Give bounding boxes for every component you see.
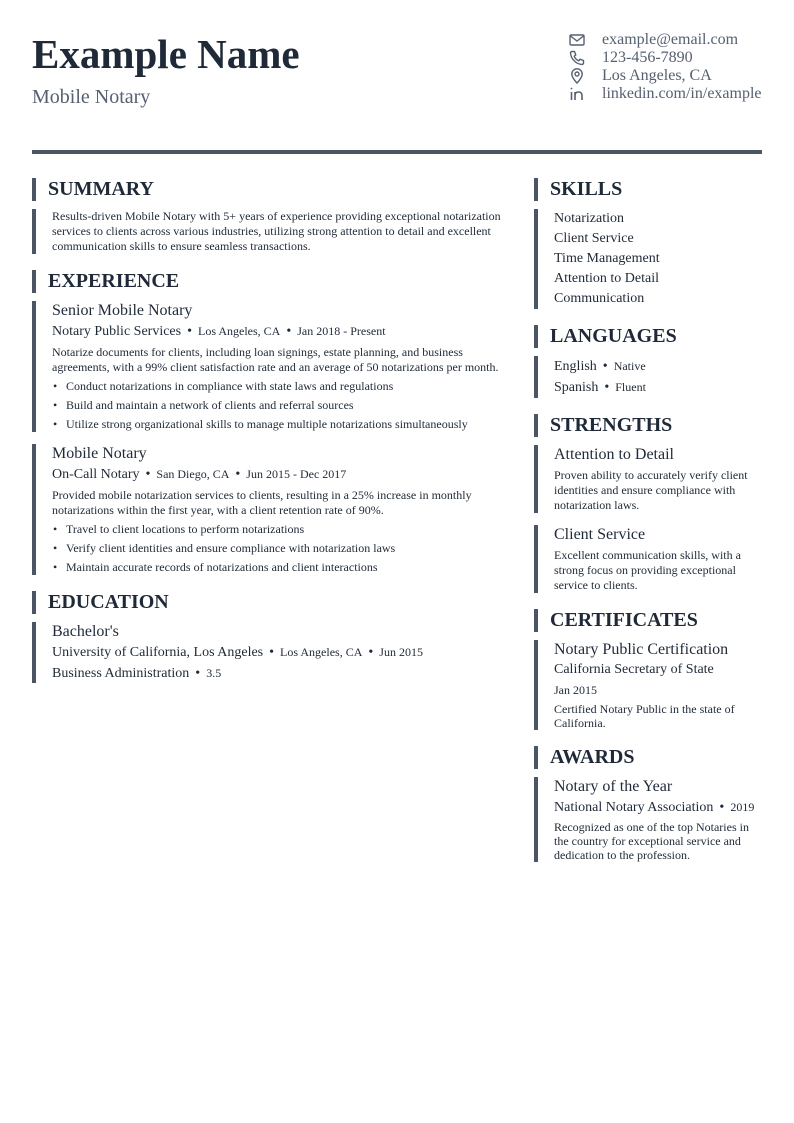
job-bullet: • Conduct notarizations in compliance with state laws and regulations bbox=[52, 379, 514, 394]
language-level: Native bbox=[613, 359, 646, 373]
award-title: Notary of the Year bbox=[554, 778, 673, 795]
separator-dot: • bbox=[602, 359, 608, 374]
contact-location-text: Los Angeles, CA bbox=[602, 67, 712, 84]
summary-text: Results-driven Mobile Notary with 5+ years of experience providing exceptional notarization services to clients across various industries, utilizing strong attention to detail and excellent communication skills to ensure seamless transactions. bbox=[52, 209, 501, 253]
contact-location bbox=[568, 67, 778, 85]
separator-dot: • bbox=[195, 666, 201, 681]
job-bullet: • Verify client identities and ensure compliance with notarization laws bbox=[52, 541, 514, 556]
job-meta bbox=[52, 465, 514, 484]
strength-title: Client Service bbox=[554, 526, 646, 543]
certificate-issuer: California Secretary of State bbox=[554, 662, 714, 677]
job-bullet: • Travel to client locations to perform notarizations bbox=[52, 522, 514, 537]
certificates-heading: CERTIFICATES bbox=[534, 609, 762, 632]
certificate-title: Notary Public Certification bbox=[554, 641, 729, 658]
strength-title: Attention to Detail bbox=[554, 446, 674, 463]
education-field-line bbox=[52, 664, 514, 683]
language-level: Fluent bbox=[615, 380, 646, 394]
job-dates: Jan 2018 - Present bbox=[297, 324, 386, 338]
left-column bbox=[32, 178, 514, 683]
award-meta bbox=[554, 797, 762, 818]
right-column bbox=[534, 178, 762, 862]
strength-description: Proven ability to accurately verify client identities and ensure compliance with notarization laws. bbox=[554, 468, 748, 512]
job-dates: Jun 2015 - Dec 2017 bbox=[246, 467, 347, 481]
language-name: English bbox=[554, 359, 597, 374]
location-pin-icon bbox=[568, 67, 602, 85]
skills-heading: SKILLS bbox=[534, 178, 762, 201]
contact-phone[interactable] bbox=[568, 49, 778, 67]
job-bullet: • Maintain accurate records of notarizations and client interactions bbox=[52, 560, 514, 575]
award-entry bbox=[534, 777, 762, 862]
education-section bbox=[32, 622, 514, 683]
education-date: Jun 2015 bbox=[379, 645, 423, 659]
phone-icon bbox=[568, 49, 602, 67]
awards-heading: AWARDS bbox=[534, 746, 762, 769]
job-role: Senior Mobile Notary bbox=[52, 302, 193, 319]
job-company: Notary Public Services bbox=[52, 324, 182, 339]
strength-entry bbox=[534, 445, 762, 513]
experience-heading: EXPERIENCE bbox=[32, 270, 514, 293]
skill-item: Communication bbox=[554, 291, 645, 306]
job-bullet: • Utilize strong organizational skills to manage multiple notarizations simultaneously bbox=[52, 417, 514, 432]
mail-icon bbox=[568, 31, 602, 49]
experience-entry bbox=[32, 301, 514, 432]
separator-dot: • bbox=[187, 324, 192, 339]
job-location: Los Angeles, CA bbox=[198, 324, 281, 338]
strengths-heading: STRENGTHS bbox=[534, 414, 762, 437]
contact-email[interactable] bbox=[568, 31, 778, 49]
education-heading: EDUCATION bbox=[32, 591, 514, 614]
education-degree: Bachelor's bbox=[52, 623, 119, 640]
education-location: Los Angeles, CA bbox=[280, 645, 363, 659]
award-issuer: National Notary Association bbox=[554, 800, 714, 815]
separator-dot: • bbox=[145, 467, 151, 482]
skill-item: Notarization bbox=[554, 211, 624, 226]
header-divider bbox=[32, 150, 762, 154]
languages-section bbox=[534, 356, 762, 398]
strength-description: Excellent communication skills, with a strong focus on providing exceptional service to clients. bbox=[554, 548, 741, 592]
contact-linkedin-text: linkedin.com/in/example bbox=[602, 85, 762, 102]
education-field: Business Administration bbox=[52, 666, 190, 681]
job-role: Mobile Notary bbox=[52, 445, 147, 462]
award-year: 2019 bbox=[730, 800, 755, 814]
experience-entry bbox=[32, 444, 514, 575]
language-name: Spanish bbox=[554, 380, 599, 395]
education-gpa: 3.5 bbox=[206, 666, 222, 680]
separator-dot: • bbox=[286, 324, 292, 339]
separator-dot: • bbox=[269, 645, 275, 660]
education-school: University of California, Los Angeles bbox=[52, 645, 264, 660]
job-description: Notarize documents for clients, including loan signings, estate planning, and business agreements, with a 99% client satisfaction rate and an average of 50 notarizations per month. bbox=[52, 345, 499, 374]
languages-heading: LANGUAGES bbox=[534, 325, 762, 348]
linkedin-icon bbox=[568, 85, 602, 103]
language-item bbox=[554, 356, 762, 377]
certificate-description: Certified Notary Public in the state of California. bbox=[554, 702, 735, 730]
education-meta bbox=[52, 643, 514, 662]
separator-dot: • bbox=[235, 467, 241, 482]
contact-phone-text: 123-456-7890 bbox=[602, 49, 693, 66]
skill-item: Time Management bbox=[554, 251, 660, 266]
job-bullets bbox=[52, 379, 514, 432]
certificate-date: Jan 2015 bbox=[554, 683, 597, 697]
strength-entry bbox=[534, 525, 762, 593]
language-item bbox=[554, 377, 762, 398]
contact-email-text: example@email.com bbox=[602, 31, 739, 48]
separator-dot: • bbox=[719, 800, 725, 815]
separator-dot: • bbox=[604, 380, 610, 395]
job-bullet: • Build and maintain a network of clients and referral sources bbox=[52, 398, 514, 413]
skill-item: Attention to Detail bbox=[554, 271, 659, 286]
job-description: Provided mobile notarization services to clients, resulting in a 25% increase in monthly notarizations within the first year, with a client retention rate of 90%. bbox=[52, 488, 472, 517]
summary-section bbox=[32, 209, 514, 254]
separator-dot: • bbox=[368, 645, 374, 660]
contact-linkedin[interactable] bbox=[568, 85, 778, 103]
job-company: On-Call Notary bbox=[52, 467, 140, 482]
candidate-title: Mobile Notary bbox=[32, 86, 151, 108]
candidate-name: Example Name bbox=[32, 31, 300, 77]
contact-block bbox=[568, 31, 778, 103]
job-location: San Diego, CA bbox=[156, 467, 230, 481]
job-meta bbox=[52, 322, 514, 341]
job-bullets bbox=[52, 522, 514, 575]
skill-item: Client Service bbox=[554, 231, 634, 246]
skills-section bbox=[534, 209, 762, 309]
certificate-entry bbox=[534, 640, 762, 730]
summary-heading: SUMMARY bbox=[32, 178, 514, 201]
award-description: Recognized as one of the top Notaries in the country for exceptional service and dedication to the profession. bbox=[554, 820, 749, 862]
